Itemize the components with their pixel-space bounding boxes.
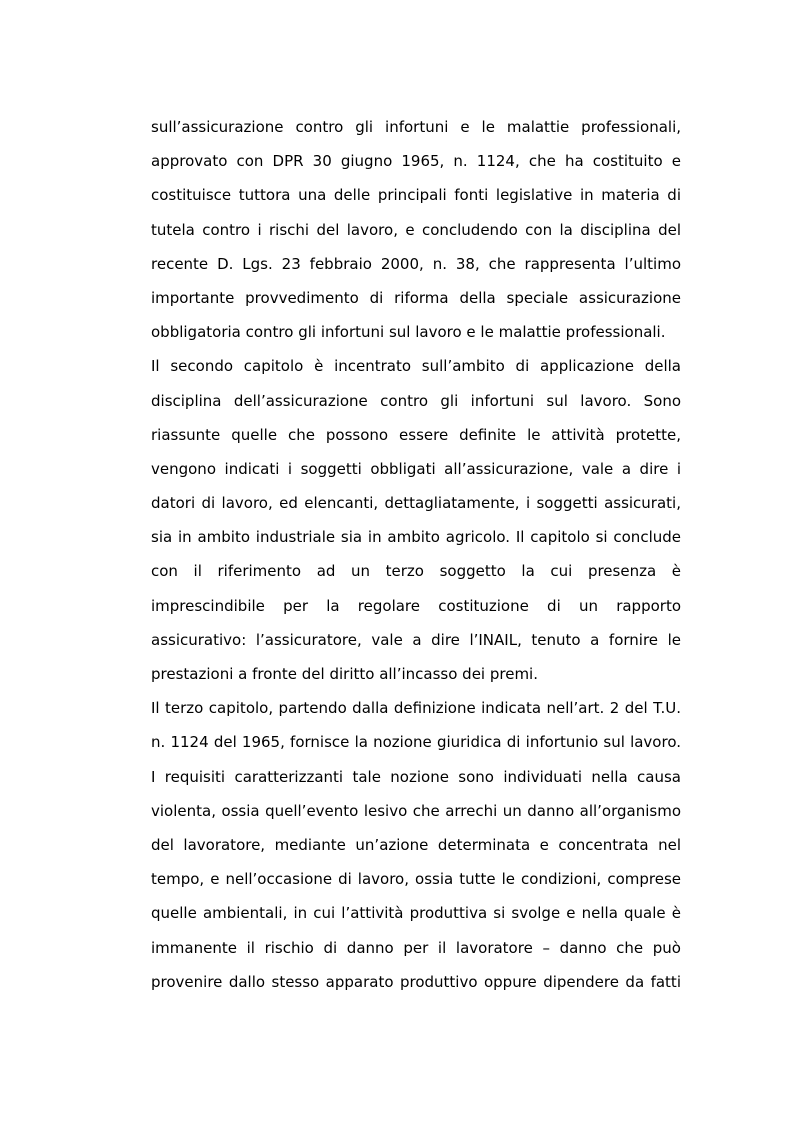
text-line: tutela contro i rischi del lavoro, e concludendo con la disciplina del: [151, 220, 681, 239]
body-text: [151, 110, 681, 999]
text-line: del lavoratore, mediante un’azione determinata e concentrata nel: [151, 835, 681, 854]
text-line: tempo, e nell’occasione di lavoro, ossia tutte le condizioni, comprese: [151, 870, 681, 889]
text-line: violenta, ossia quell’evento lesivo che arrechi un danno all’organismo: [151, 801, 681, 820]
text-line: provenire dallo stesso apparato produttivo oppure dipendere da fatti: [151, 972, 681, 991]
text-line: quelle ambientali, in cui l’attività produttiva si svolge e nella quale è: [151, 904, 681, 923]
text-line: recente D. Lgs. 23 febbraio 2000, n. 38, che rappresenta l’ultimo: [151, 254, 681, 273]
text-line: vengono indicati i soggetti obbligati all’assicurazione, vale a dire i: [151, 459, 681, 478]
text-line: disciplina dell’assicurazione contro gli infortuni sul lavoro. Sono: [151, 391, 681, 410]
text-line: importante provvedimento di riforma della speciale assicurazione: [151, 288, 681, 307]
text-line: obbligatoria contro gli infortuni sul lavoro e le malattie professionali.: [151, 323, 666, 342]
text-line: imprescindibile per la regolare costituzione di un rapporto: [151, 596, 681, 615]
text-line: costituisce tuttora una delle principali fonti legislative in materia di: [151, 186, 681, 205]
text-line: Il secondo capitolo è incentrato sull’ambito di applicazione della: [151, 357, 681, 376]
text-line: prestazioni a fronte del diritto all’incasso dei premi.: [151, 665, 538, 683]
text-line: datori di lavoro, ed elencanti, dettagliatamente, i soggetti assicurati,: [151, 494, 681, 513]
text-line: con il riferimento ad un terzo soggetto la cui presenza è: [151, 562, 681, 581]
text-line: sull’assicurazione contro gli infortuni e le malattie professionali,: [151, 118, 681, 136]
text-line: approvato con DPR 30 giugno 1965, n. 1124, che ha costituito e: [151, 152, 681, 171]
text-line: I requisiti caratterizzanti tale nozione sono individuati nella causa: [151, 767, 681, 786]
text-line: Il terzo capitolo, partendo dalla definizione indicata nell’art. 2 del T.U.: [151, 699, 681, 718]
text-line: riassunte quelle che possono essere definite le attività protette,: [151, 425, 681, 444]
text-line: n. 1124 del 1965, fornisce la nozione giuridica di infortunio sul lavoro.: [151, 733, 681, 752]
text-line: assicurativo: l’assicuratore, vale a dire l’INAIL, tenuto a fornire le: [151, 630, 681, 649]
text-line: immanente il rischio di danno per il lavoratore – danno che può: [151, 938, 681, 957]
text-line: sia in ambito industriale sia in ambito agricolo. Il capitolo si conclude: [151, 528, 681, 547]
